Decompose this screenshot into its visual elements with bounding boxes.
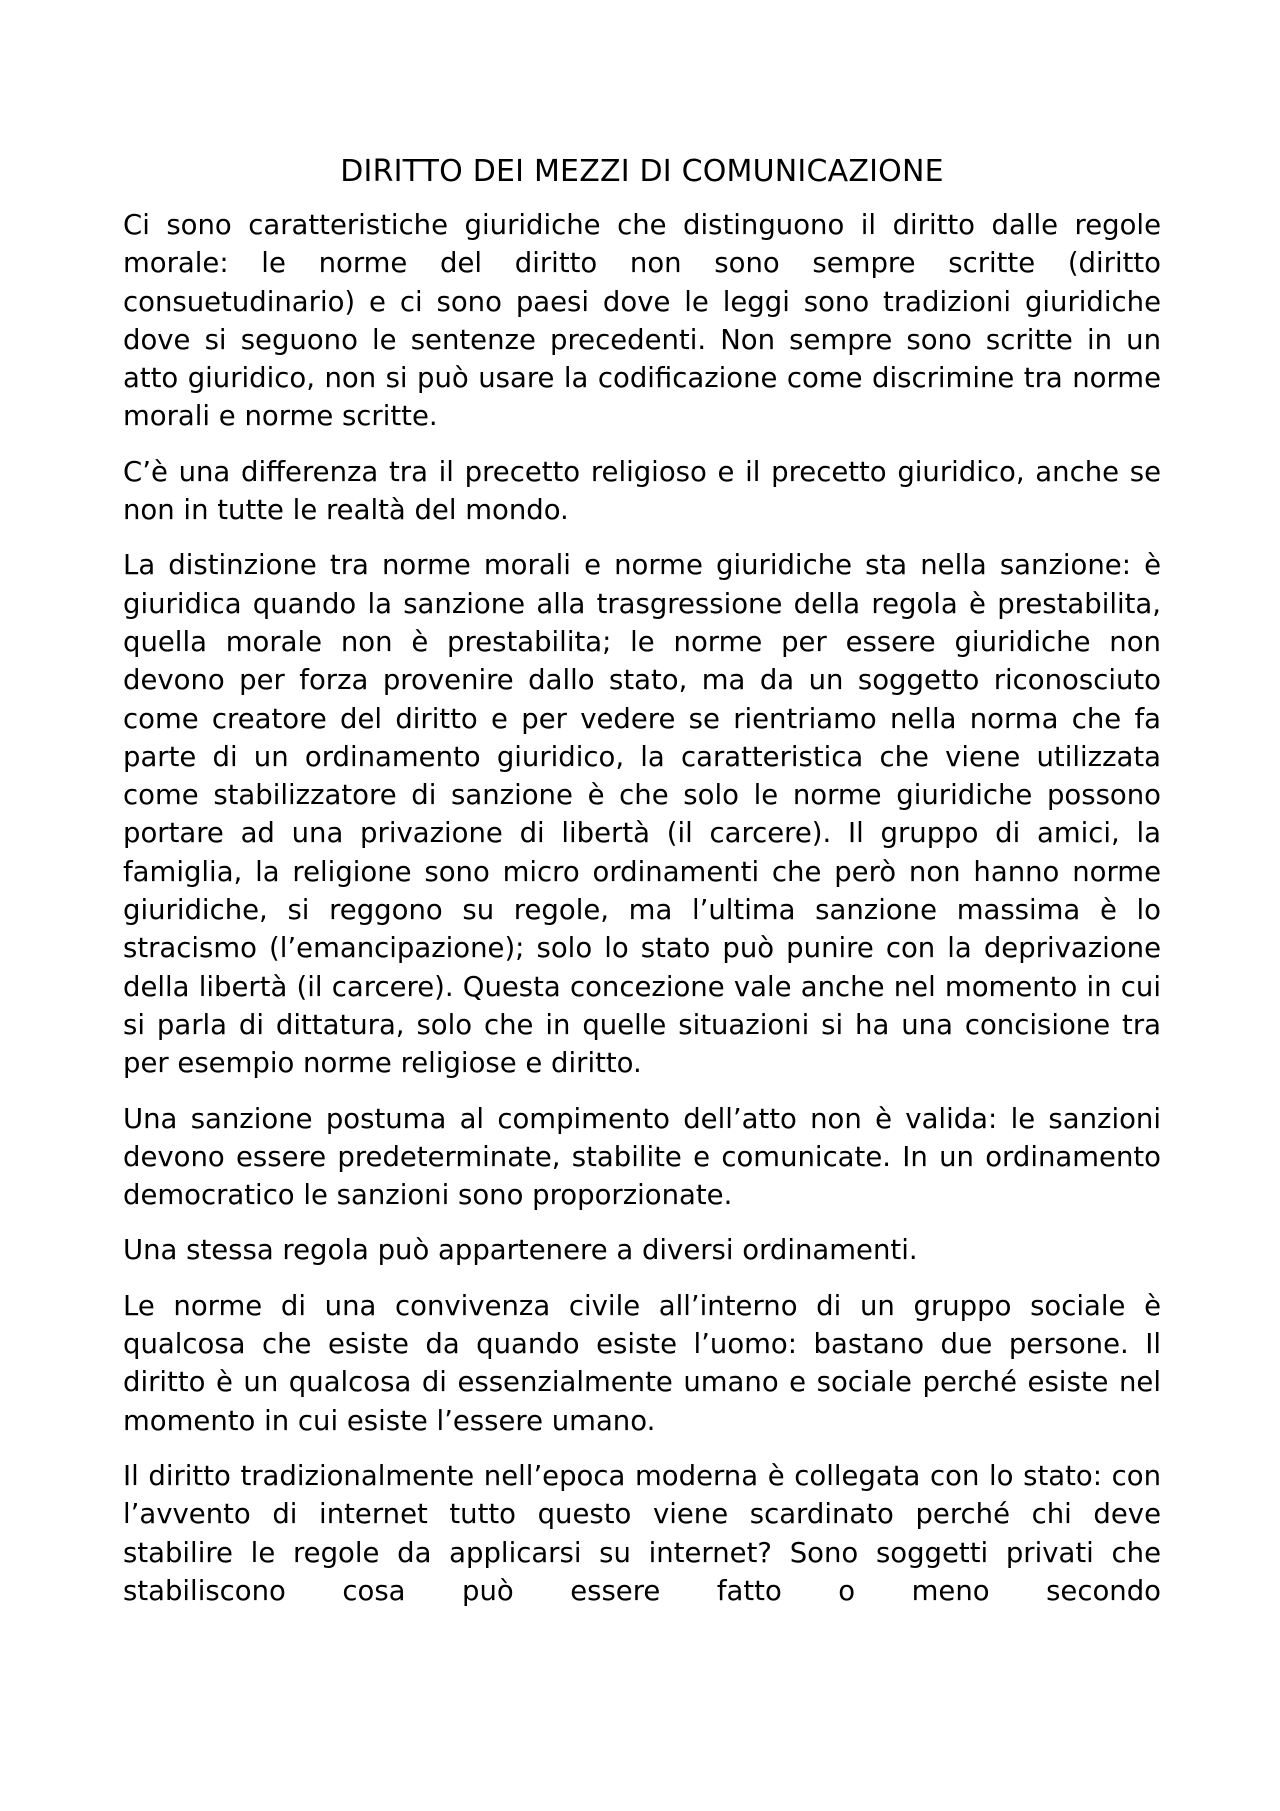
document-body — [123, 150, 1161, 1610]
paragraph: C’è una differenza tra il precetto religioso e il precetto giuridico, anche se non in tutte le realtà del mondo. — [123, 455, 1161, 527]
paragraph: Le norme di una convivenza civile all’interno di un gruppo sociale è qualcosa che esiste da quando esiste l’uomo: bastano due persone. Il diritto è un qualcosa di essenzialmente umano e sociale perché esiste nel momento in cui esiste l’essere umano. — [123, 1289, 1161, 1437]
document-title: DIRITTO DEI MEZZI DI COMUNICAZIONE — [340, 154, 944, 189]
paragraph: Ci sono caratteristiche giuridiche che distinguono il diritto dalle regole morale: le norme del diritto non sono sempre scritte (diritto consuetudinario) e ci sono paesi dove le leggi sono tradizioni giuridiche dove si seguono le sentenze precedenti. Non sempre sono scritte in un atto giuridico, non si può usare la codificazione come discrimine tra norme morali e norme scritte. — [123, 209, 1161, 433]
paragraph: Una sanzione postuma al compimento dell’atto non è valida: le sanzioni devono essere predeterminate, stabilite e comunicate. In un ordinamento democratico le sanzioni sono proporzionate. — [123, 1102, 1161, 1212]
paragraph-continued: Il diritto tradizionalmente nell’epoca moderna è collegata con lo stato: con l’avvento di internet tutto questo viene scardinato perché chi deve stabilire le regole da applicarsi su internet? Sono soggetti privati che stabiliscono cosa può essere fatto o meno secondo — [123, 1459, 1161, 1607]
paragraph: Una stessa regola può appartenere a diversi ordinamenti. — [123, 1234, 918, 1267]
paragraph: La distinzione tra norme morali e norme giuridiche sta nella sanzione: è giuridica quando la sanzione alla trasgressione della regola è prestabilita, quella morale non è prestabilita; le norme per essere giuridiche non devono per forza provenire dallo stato, ma da un soggetto riconosciuto come creatore del diritto e per vedere se rientriamo nella norma che fa parte di un ordinamento giuridico, la caratteristica che viene utilizzata come stabilizzatore di sanzione è che solo le norme giuridiche possono portare ad una privazione di libertà (il carcere). Il gruppo di amici, la famiglia, la religione sono micro ordinamenti che però non hanno norme giuridiche, si reggono su regole, ma l’ultima sanzione massima è lo stracismo (l’emancipazione); solo lo stato può punire con la deprivazione della libertà (il carcere). Questa concezione vale anche nel momento in cui si parla di dittatura, solo che in quelle situazioni si ha una concisione tra per esempio norme religiose e diritto. — [123, 549, 1161, 1080]
